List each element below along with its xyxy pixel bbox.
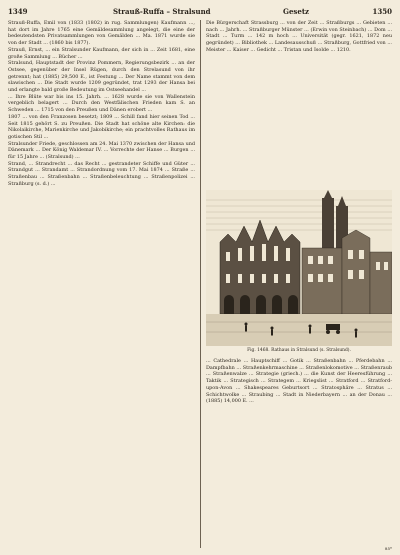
paragraph: ... Ihre Blüte war bis ins 15. Jahrh. ... 1628 wurde sie von Wallenstein vergeblich belagert ... Durch den Westfälischen Frieden kam S. an Schweden ... 1715 von den Preußen und Dänen erobert ... [8, 93, 195, 114]
paragraph: ... Cathedrale ... Hauptschiff ... Gotik ... Straßenbahn ... Pferdebahn ... Dampfbahn ... Straßenkehrmaschine ... Straßenlokomotive ... Straßenraub ... Straßenwalze ... Strategie (griech.) ... die Kunst der Heeresführung ... Taktik ... Strategisch ... Strategem ... Kriegslist ... Stratford ... Stratford-upon-Avon ... Shakespeares Geburtsort ... Stratosphäre ... Stratus ... Schichtwolke ... Straubing ... Stadt in Niederbayern ... an der Donau ... (1885) 14,000 E. ... [206, 358, 392, 405]
paragraph: Strand, ... Strandrecht ... das Recht ... gestrandeter Schiffe und Güter ... Strandgut ... Strandamt ... Strandordnung vom 17. Mai 1874 ... Straße ... Straßenbau ... Straßenbahn ... Straßenbeleuchtung ... Straßenpolizei ... Straßburg (s. d.) ... [8, 160, 195, 187]
figure-caption: Fig. 1468. Rathaus in Stralsund (s. Stralsund). [247, 348, 351, 353]
figure-rathaus [206, 190, 392, 355]
page-number-left: 1349 [8, 7, 28, 16]
right-column-top [206, 20, 392, 188]
running-title-right: Gesetz [283, 7, 310, 16]
paragraph: Strauß-Ruffa, Emil von (1833 (1802) in rug. Sammlungen) Kaufmann ..., hat dort im Jahre 1765 eine Gemäldesammlung angelegt, die eine der bedeutendsten Privatsammlungen von Gemälden ... Ma. 1871 wurde sie von der Stadt ... (1860 bis 1877). [8, 20, 195, 47]
paragraph: Stralsunder Friede, geschlossen am 24. Mai 1370 zwischen der Hansa und Dänemark ... Der König Waldemar IV. ... Vorrechte der Hanse ... Burgen ... für 15 Jahre ... (Stralsund) ... [8, 140, 195, 161]
running-title-left: Strauß-Ruffa – Stralsund [113, 7, 211, 16]
engraving-illustration [206, 190, 392, 346]
column-divider [200, 20, 201, 548]
paragraph: Strauß, Ernst, ... ein Stralsunder Kaufmann, der sich in ... Zeit 1681, eine große Sammlung ... Bücher ... [8, 46, 195, 60]
page-number-right: 1350 [372, 7, 392, 16]
paragraph: Die Bürgerschaft Strassburg ... von der Zeit ... Straßburgs ... Gebieten ... nach ... Jahrh. ... Straßburger Münster ... (Erwin von Steinbach) ... Dom ... Stadt ... Turm ... 142 m hoch ... Universität (gegr. 1621, 1872 neu gegründet) ... Bibliothek ... Landesausschuß ... Straßburg, Gottfried von ... Meister ... Kaiser ... Gedicht ... Tristan und Isolde ... 1210. [206, 20, 392, 53]
right-column-bottom [206, 358, 392, 548]
paragraph: Stralsund, Hauptstadt der Provinz Pommern, Regierungsbezirk ... an der Ostsee, gegenüber der Insel Rügen, durch den Strelasund von ihr getrennt; hat (1885) 29,500 E., ist Festung ... Der Name stammt von dem slawischen ... Die Stadt wurde 1209 gegründet, trat 1293 der Hansa bei und erlangte bald große Bedeutung im Ostseehandel ... [8, 60, 195, 94]
paragraph: 1807 ... von den Franzosen besetzt; 1809 ... Schill fand hier seinen Tod ... Seit 1815 gehört S. zu Preußen. Die Stadt hat schöne alte Kirchen: die Nikolaikirche, Marienkirche und Jakobikirche; ein prachtvolles Rathaus im gotischen Stil ... [8, 113, 195, 140]
printer-signature: 85* [384, 546, 392, 551]
left-column [8, 20, 195, 548]
running-header [8, 6, 392, 18]
